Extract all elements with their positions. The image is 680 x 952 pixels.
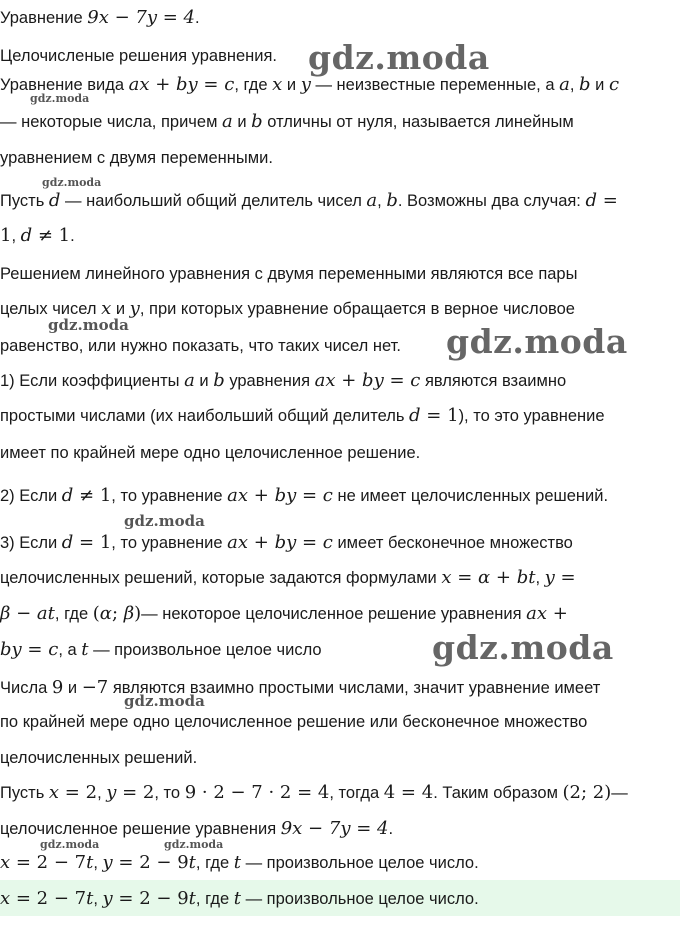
watermark: gdz.moda <box>446 322 628 361</box>
text-run: и <box>282 76 301 94</box>
math-number: 9 · 2 − 7 · 2 = 4 <box>184 782 330 803</box>
math-number: ≠ 1 <box>73 485 112 506</box>
math-expression: ax + by = c <box>227 485 333 506</box>
math-expression: ax <box>526 603 548 624</box>
text-line <box>0 336 680 356</box>
text-run: — наибольший общий делитель чисел <box>60 192 367 210</box>
math-number: = 1 <box>73 532 112 553</box>
text-line <box>0 640 680 660</box>
math-expression: x <box>48 782 60 803</box>
text-run: — некоторое целочисленное решение уравнения <box>141 605 527 623</box>
text-run: , а <box>58 641 82 659</box>
math-expression: y <box>300 74 311 95</box>
text-run: отличны от нуля, называется линейным <box>262 113 574 131</box>
text-run: — <box>611 784 628 802</box>
text-run: Целочисленые решения уравнения. <box>0 47 277 65</box>
text-run: целочисленное решение уравнения <box>0 820 281 838</box>
text-line <box>0 783 680 803</box>
text-run: уравнением с двумя переменными. <box>0 149 273 167</box>
text-run: . <box>388 820 394 838</box>
text-run: и <box>194 372 214 390</box>
math-expression: x <box>101 298 112 319</box>
text-run: Числа <box>0 679 52 697</box>
text-run: , <box>377 192 387 210</box>
text-run: — произвольное целое число <box>88 641 322 659</box>
math-expression: y <box>129 298 140 319</box>
text-run: ), то это уравнение <box>458 407 605 425</box>
math-expression: b <box>251 111 263 132</box>
math-number: = 2 <box>116 782 155 803</box>
math-number: ) <box>134 603 142 624</box>
math-expression: ax + by = c <box>314 370 421 391</box>
text-line <box>0 8 680 28</box>
math-number: 1 <box>0 225 12 246</box>
text-run: 1) Если коэффициенты <box>0 372 185 390</box>
watermark: gdz.moda <box>308 38 490 77</box>
text-run: имеет по крайней мере одно целочисленное решение. <box>0 444 421 462</box>
math-expression: a <box>366 190 378 211</box>
text-run: Пусть <box>0 192 49 210</box>
math-expression: x <box>272 74 283 95</box>
text-run: целочисленных решений, которые задаются формулами <box>0 569 442 587</box>
text-line <box>0 678 680 698</box>
text-line <box>0 889 680 909</box>
math-number: = 2 − 9 <box>112 888 189 909</box>
math-number: ; <box>111 603 124 624</box>
text-run: , где <box>54 605 93 623</box>
watermark: gdz.moda <box>124 692 205 710</box>
text-line <box>0 533 680 553</box>
math-expression: by = c <box>0 639 59 660</box>
text-run: — произвольное целое число. <box>240 854 479 872</box>
text-run: , то уравнение <box>111 487 228 505</box>
math-expression: ax + by = c <box>128 74 235 95</box>
text-line <box>0 112 680 132</box>
watermark: gdz.moda <box>42 176 102 189</box>
math-number: ≠ 1 <box>32 225 71 246</box>
text-run: простыми числами (их наибольший общий делитель <box>0 407 410 425</box>
math-expression: β − at <box>0 603 55 624</box>
text-run: и <box>232 113 252 131</box>
text-run: — произвольное целое число. <box>240 890 479 908</box>
text-run: Решением линейного уравнения с двумя переменными являются все пары <box>0 265 578 283</box>
text-run: — некоторые числа, причем <box>0 113 223 131</box>
math-expression: c <box>608 74 620 95</box>
text-line <box>0 819 680 839</box>
math-expression: d <box>61 485 74 506</box>
text-run: , где <box>195 854 234 872</box>
math-expression: d <box>409 405 421 426</box>
text-line <box>0 148 680 168</box>
text-run: , <box>569 76 580 94</box>
math-expression: y <box>106 782 117 803</box>
math-expression: t <box>86 888 94 909</box>
math-expression: b <box>579 74 591 95</box>
text-line <box>0 853 680 873</box>
math-number: −7 <box>81 677 109 698</box>
math-expression: b <box>386 190 398 211</box>
text-run: и <box>63 679 82 697</box>
text-run: 2) Если <box>0 487 62 505</box>
text-run: , <box>93 854 103 872</box>
text-run: . <box>194 9 200 27</box>
math-expression: β <box>123 603 135 624</box>
text-run: , <box>535 569 545 587</box>
text-line <box>0 299 680 319</box>
text-run: , <box>11 227 21 245</box>
math-expression: d <box>20 225 33 246</box>
text-line <box>0 226 680 246</box>
math-expression: 9x − 7y = 4 <box>280 818 389 839</box>
math-number: = 1 <box>420 405 459 426</box>
text-run: 3) Если <box>0 534 62 552</box>
math-expression: t <box>233 888 241 909</box>
math-expression: a <box>184 370 195 391</box>
math-expression: d <box>61 532 74 553</box>
text-run: и <box>111 300 130 318</box>
text-run: , <box>97 784 107 802</box>
text-run: Пусть <box>0 784 49 802</box>
text-run: являются взаимно простыми числами, значит уравнение имеет <box>108 679 601 697</box>
text-line <box>0 443 680 463</box>
text-line <box>0 264 680 284</box>
watermark: gdz.moda <box>40 838 100 851</box>
text-line <box>0 748 680 768</box>
text-run: не имеет целочисленных решений. <box>332 487 609 505</box>
text-run: , <box>93 890 103 908</box>
text-run: и <box>590 76 609 94</box>
math-expression: b <box>213 370 225 391</box>
math-expression: a <box>222 111 233 132</box>
watermark: gdz.moda <box>48 316 129 334</box>
math-number: (2; 2) <box>562 782 612 803</box>
math-number: = 2 − 7 <box>10 888 87 909</box>
text-run: . Таким образом <box>433 784 563 802</box>
math-expression: y <box>544 567 555 588</box>
text-line <box>0 191 680 211</box>
text-run: равенство, или нужно показать, что таких чисел нет. <box>0 337 401 355</box>
text-line <box>0 75 680 95</box>
math-expression: t <box>188 852 196 873</box>
text-run: , при которых уравнение обращается в верное числовое <box>139 300 575 318</box>
math-expression: y <box>102 852 113 873</box>
text-run: уравнения <box>224 372 315 390</box>
text-run: являются взаимно <box>420 372 567 390</box>
math-expression: y <box>102 888 113 909</box>
text-line <box>0 604 680 624</box>
math-expression: x <box>0 852 11 873</box>
math-expression: t <box>81 639 89 660</box>
math-expression: x <box>0 888 11 909</box>
math-number: = 2 <box>59 782 98 803</box>
math-number: 9 <box>51 677 64 698</box>
text-run: целочисленных решений. <box>0 749 198 767</box>
text-run: Уравнение <box>0 9 88 27</box>
text-run: целых чисел <box>0 300 102 318</box>
math-number: ( <box>92 603 100 624</box>
math-number: = <box>597 190 618 211</box>
math-number: = <box>554 567 576 588</box>
math-number: 4 = 4 <box>383 782 434 803</box>
text-line <box>0 712 680 732</box>
math-expression: α <box>99 603 112 624</box>
text-run: , то <box>154 784 185 802</box>
text-run: , тогда <box>329 784 384 802</box>
text-line <box>0 486 680 506</box>
math-expression: x = α + bt <box>441 567 536 588</box>
text-run: — неизвестные переменные, а <box>310 76 560 94</box>
text-run: , где <box>234 76 273 94</box>
text-line <box>0 371 680 391</box>
watermark: gdz.moda <box>432 628 614 667</box>
math-expression: 9x − 7y = 4 <box>87 7 195 28</box>
watermark: gdz.moda <box>164 838 224 851</box>
text-run: . <box>70 227 75 245</box>
watermark: gdz.moda <box>30 92 90 105</box>
text-line <box>0 46 680 66</box>
text-run: , где <box>195 890 234 908</box>
math-number: + <box>547 603 568 624</box>
math-number: = 2 − 9 <box>112 852 189 873</box>
text-run: , то уравнение <box>111 534 228 552</box>
text-run: имеет бесконечное множество <box>332 534 573 552</box>
text-run: . Возможны два случая: <box>397 192 586 210</box>
math-expression: t <box>188 888 196 909</box>
text-run: по крайней мере одно целочисленное решение или бесконечное множество <box>0 713 588 731</box>
text-line <box>0 568 680 588</box>
math-expression: d <box>48 190 61 211</box>
math-expression: d <box>585 190 598 211</box>
math-number: = 2 − 7 <box>10 852 87 873</box>
math-expression: t <box>86 852 94 873</box>
watermark: gdz.moda <box>124 512 205 530</box>
text-run: Уравнение вида <box>0 76 129 94</box>
math-expression: a <box>559 74 570 95</box>
text-line <box>0 406 680 426</box>
math-expression: t <box>233 852 241 873</box>
math-expression: ax + by = c <box>227 532 333 553</box>
